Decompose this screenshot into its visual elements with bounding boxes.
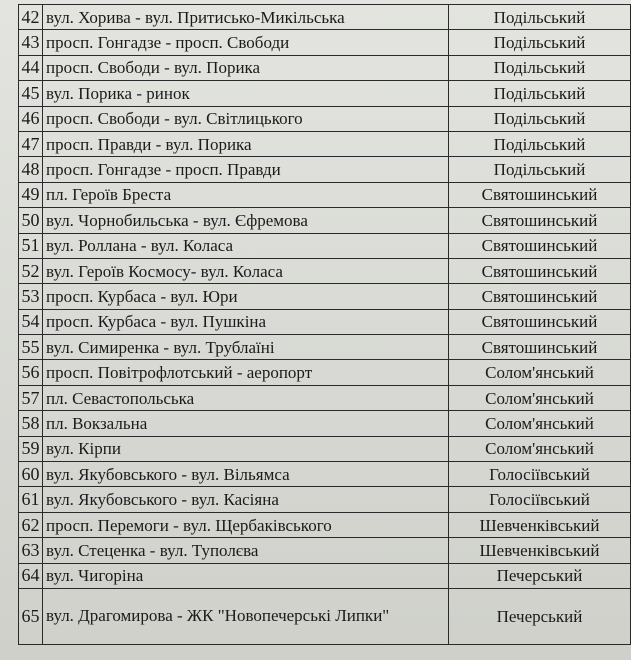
table-row: [19, 385, 631, 410]
row-number: 51: [19, 233, 43, 258]
street-location: вул. Якубовського - вул. Вільямса: [43, 462, 449, 487]
district-name: Подільський: [449, 81, 631, 106]
district-name: Печерський: [449, 588, 631, 644]
row-number: 61: [19, 487, 43, 512]
district-name: Подільський: [449, 5, 631, 30]
row-number: 56: [19, 360, 43, 385]
table-row: [19, 436, 631, 461]
row-number: 47: [19, 131, 43, 156]
district-name: Святошинський: [449, 182, 631, 207]
table-row: [19, 411, 631, 436]
row-number: 42: [19, 5, 43, 30]
row-number: 55: [19, 335, 43, 360]
table-row: [19, 30, 631, 55]
row-number: 49: [19, 182, 43, 207]
table-row: [19, 208, 631, 233]
district-name: Солом'янський: [449, 411, 631, 436]
table-row: [19, 462, 631, 487]
street-location: просп. Свободи - вул. Порика: [43, 55, 449, 80]
row-number: 63: [19, 538, 43, 563]
row-number: 53: [19, 284, 43, 309]
row-number: 48: [19, 157, 43, 182]
row-number: 46: [19, 106, 43, 131]
district-name: Солом'янський: [449, 360, 631, 385]
table-row: [19, 182, 631, 207]
table-row: [19, 538, 631, 563]
street-location: пл. Вокзальна: [43, 411, 449, 436]
street-location: вул. Драгомирова - ЖК "Новопечерські Липки": [43, 588, 449, 644]
row-number: 60: [19, 462, 43, 487]
row-number: 57: [19, 385, 43, 410]
row-number: 64: [19, 563, 43, 588]
district-name: Святошинський: [449, 258, 631, 283]
table-row: [19, 309, 631, 334]
district-name: Шевченківський: [449, 512, 631, 537]
street-location: вул. Кірпи: [43, 436, 449, 461]
street-location: просп. Правди - вул. Порика: [43, 131, 449, 156]
row-number: 65: [19, 588, 43, 644]
street-location: вул. Чигоріна: [43, 563, 449, 588]
street-location: просп. Свободи - вул. Світлицького: [43, 106, 449, 131]
table-row: [19, 55, 631, 80]
street-location: вул. Стеценка - вул. Туполєва: [43, 538, 449, 563]
street-location: вул. Симиренка - вул. Трублаїні: [43, 335, 449, 360]
row-number: 54: [19, 309, 43, 334]
district-name: Святошинський: [449, 208, 631, 233]
table-row: [19, 360, 631, 385]
street-location: пл. Героїв Бреста: [43, 182, 449, 207]
street-location: вул. Якубовського - вул. Касіяна: [43, 487, 449, 512]
street-location: просп. Перемоги - вул. Щербаківського: [43, 512, 449, 537]
table-row: [19, 131, 631, 156]
street-location: вул. Порика - ринок: [43, 81, 449, 106]
district-name: Солом'янський: [449, 385, 631, 410]
district-name: Подільський: [449, 106, 631, 131]
district-name: Святошинський: [449, 335, 631, 360]
district-name: Подільський: [449, 157, 631, 182]
table-row: [19, 512, 631, 537]
table-row: [19, 258, 631, 283]
table-row: [19, 335, 631, 360]
district-name: Подільський: [449, 30, 631, 55]
row-number: 58: [19, 411, 43, 436]
row-number: 43: [19, 30, 43, 55]
street-location: просп. Курбаса - вул. Пушкіна: [43, 309, 449, 334]
table-row: [19, 563, 631, 588]
street-location: просп. Гонгадзе - просп. Правди: [43, 157, 449, 182]
district-name: Святошинський: [449, 284, 631, 309]
street-location: просп. Курбаса - вул. Юри: [43, 284, 449, 309]
street-location: вул. Героїв Космосу- вул. Коласа: [43, 258, 449, 283]
district-name: Святошинський: [449, 233, 631, 258]
street-location: вул. Чорнобильська - вул. Єфремова: [43, 208, 449, 233]
table-row: [19, 487, 631, 512]
street-location: просп. Повітрофлотський - аеропорт: [43, 360, 449, 385]
table-row: [19, 81, 631, 106]
row-number: 44: [19, 55, 43, 80]
district-name: Голосіївський: [449, 462, 631, 487]
street-location: пл. Севастопольська: [43, 385, 449, 410]
table-row: [19, 284, 631, 309]
district-name: Святошинський: [449, 309, 631, 334]
district-name: Подільський: [449, 131, 631, 156]
route-table-body: [19, 5, 631, 645]
table-row: [19, 588, 631, 644]
table-row: [19, 5, 631, 30]
street-location: просп. Гонгадзе - просп. Свободи: [43, 30, 449, 55]
row-number: 45: [19, 81, 43, 106]
row-number: 52: [19, 258, 43, 283]
table-row: [19, 157, 631, 182]
district-name: Печерський: [449, 563, 631, 588]
district-name: Солом'янський: [449, 436, 631, 461]
table-row: [19, 106, 631, 131]
row-number: 50: [19, 208, 43, 233]
table-row: [19, 233, 631, 258]
district-name: Шевченківський: [449, 538, 631, 563]
street-location: вул. Роллана - вул. Коласа: [43, 233, 449, 258]
district-name: Подільський: [449, 55, 631, 80]
route-table: [18, 4, 631, 645]
district-name: Голосіївський: [449, 487, 631, 512]
row-number: 62: [19, 512, 43, 537]
row-number: 59: [19, 436, 43, 461]
street-location: вул. Хорива - вул. Притисько-Микільська: [43, 5, 449, 30]
